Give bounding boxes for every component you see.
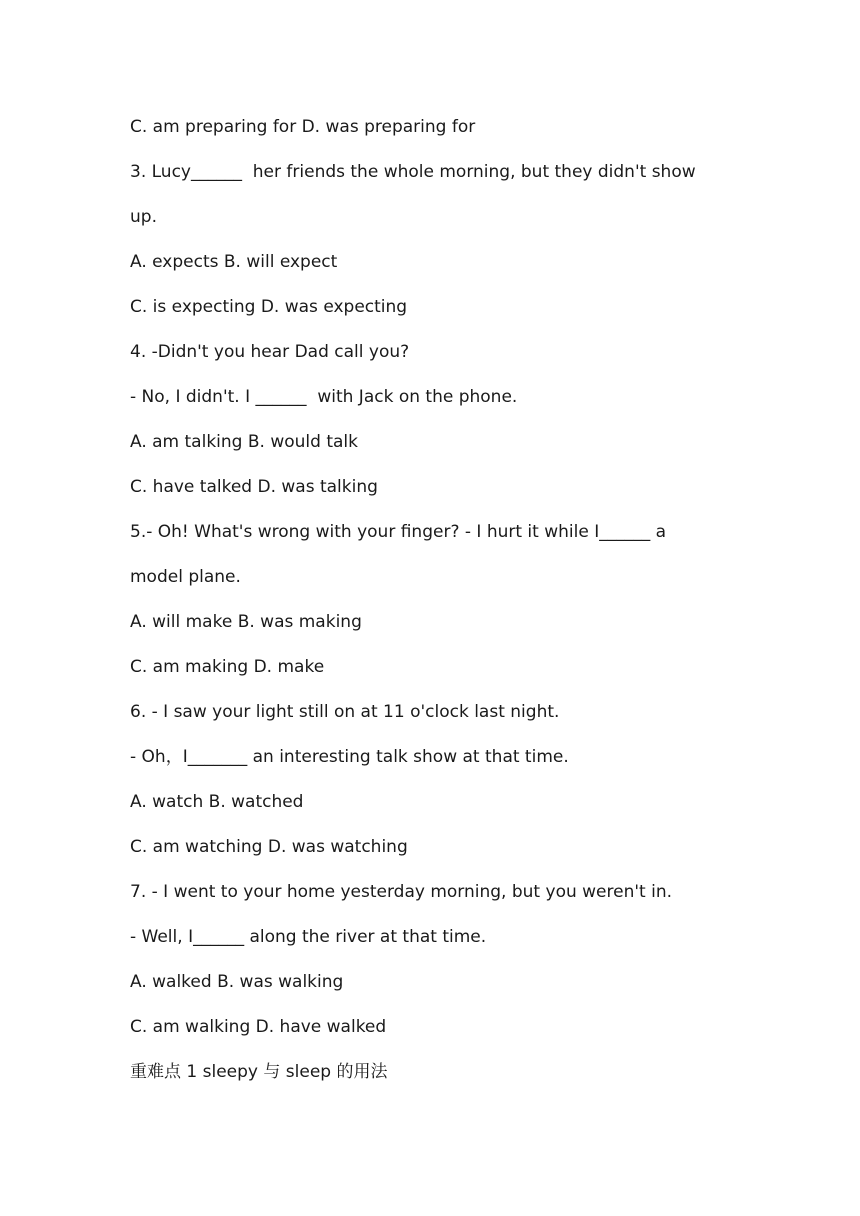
question-3-options-cd: C. is expecting D. was expecting bbox=[130, 297, 408, 317]
question-4-line-2: - No, I didn't. I ______ with Jack on the phone. bbox=[130, 387, 518, 407]
question-5-options-ab: A. will make B. was making bbox=[130, 612, 362, 632]
question-5-line-2: model plane. bbox=[130, 567, 241, 587]
question-7-line-1: 7. - I went to your home yesterday morning, but you weren't in. bbox=[130, 882, 672, 902]
text-line: C. am preparing for D. was preparing for bbox=[130, 117, 476, 137]
question-7-options-ab: A. walked B. was walking bbox=[130, 972, 344, 992]
question-7-options-cd: C. am walking D. have walked bbox=[130, 1017, 387, 1037]
question-6-options-ab: A. watch B. watched bbox=[130, 792, 304, 812]
question-4-options-ab: A. am talking B. would talk bbox=[130, 432, 358, 452]
question-3-line-1: 3. Lucy______ her friends the whole morning, but they didn't show bbox=[130, 162, 696, 182]
question-4-line-1: 4. -Didn't you hear Dad call you? bbox=[130, 342, 410, 362]
question-6-line-1: 6. - I saw your light still on at 11 o'clock last night. bbox=[130, 702, 560, 722]
question-7-line-2: - Well, I______ along the river at that time. bbox=[130, 927, 487, 947]
question-5-line-1: 5.- Oh! What's wrong with your finger? - I hurt it while I______ a bbox=[130, 522, 667, 542]
question-6-line-2: - Oh，I_______ an interesting talk show at that time. bbox=[130, 747, 569, 767]
question-3-options-ab: A. expects B. will expect bbox=[130, 252, 338, 272]
question-3-line-2: up. bbox=[130, 207, 157, 227]
question-5-options-cd: C. am making D. make bbox=[130, 657, 325, 677]
question-4-options-cd: C. have talked D. was talking bbox=[130, 477, 378, 497]
section-heading: 重难点 1 sleepy 与 sleep 的用法 bbox=[130, 1062, 388, 1082]
question-6-options-cd: C. am watching D. was watching bbox=[130, 837, 408, 857]
